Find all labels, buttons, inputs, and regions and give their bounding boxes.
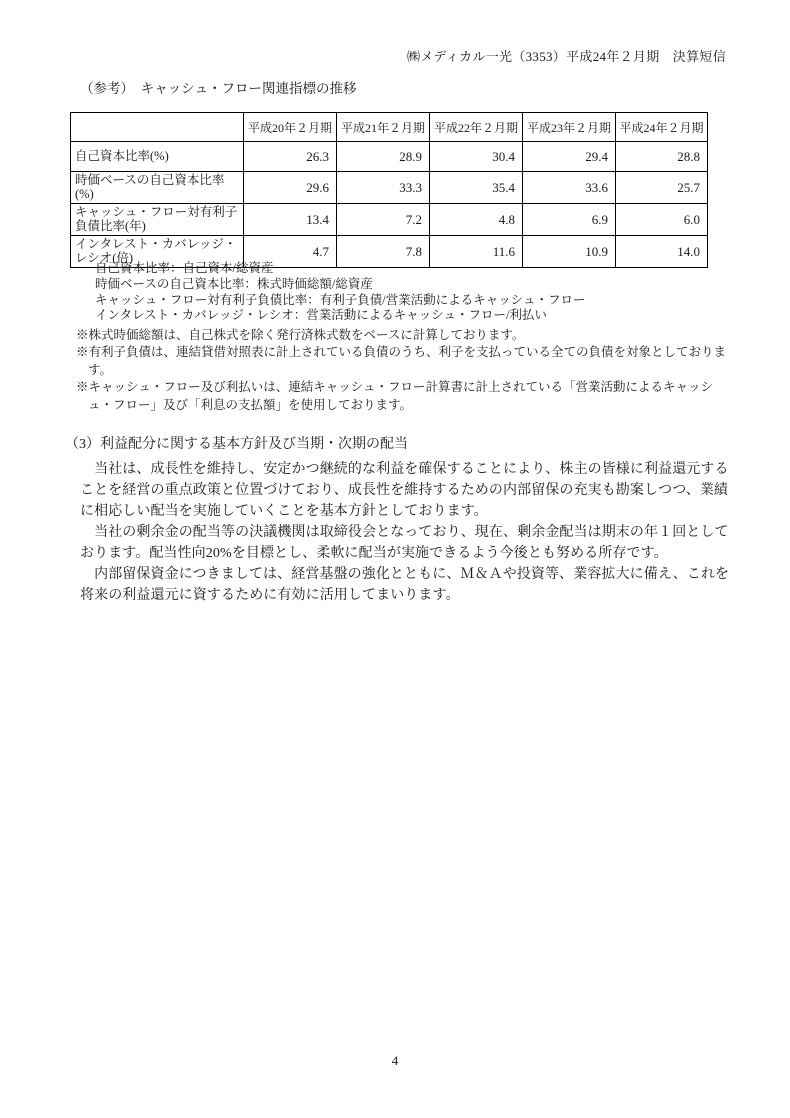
cell-value: 7.8: [337, 236, 430, 268]
paragraph-line: 内部留保資金につきましては、経営基盤の強化とともに、Ｍ＆Ａや投資等、業容拡大に備え、これを: [80, 567, 730, 582]
definition-line: 自己資本比率：自己資本/総資産: [95, 261, 274, 275]
cell-value: 29.4: [523, 142, 616, 172]
row-label: キャッシュ・フロー対有利子負債比率(年): [71, 204, 244, 236]
cell-value: 33.3: [337, 172, 430, 204]
footnote-line: ※有利子負債は、連結貸借対照表に計上されている負債のうち、利子を支払っている全ての負債を対象としておりま: [76, 345, 727, 360]
cell-value: 28.8: [616, 142, 708, 172]
column-header-fy2008: 平成20年２月期: [244, 113, 337, 142]
table-row-cf-to-debt-ratio: [71, 204, 708, 236]
row-label: 自己資本比率(%): [71, 142, 244, 172]
paragraph-line: 当社の剰余金の配当等の決議機関は取締役会となっており、現在、剰余金配当は期末の年１回として: [80, 525, 729, 540]
column-header-fy2012: 平成24年２月期: [616, 113, 708, 142]
table-header-row: [71, 113, 708, 142]
dividend-policy-section: [65, 434, 737, 606]
cell-value: 30.4: [430, 142, 523, 172]
paragraph-line: おります。配当性向20%を目標とし、柔軟に配当が実施できるよう今後とも努める所存です。: [80, 546, 668, 561]
table-row-market-equity-ratio: [71, 172, 708, 204]
definition-line: キャッシュ・フロー対有利子負債比率：有利子負債/営業活動によるキャッシュ・フロー: [95, 292, 586, 307]
cell-value: 26.3: [244, 142, 337, 172]
cell-value: 4.7: [244, 236, 337, 268]
cell-value: 13.4: [244, 204, 337, 236]
footnote-line: ※株式時価総額は、自己株式を除く発行済株式数をベースに計算しております。: [76, 328, 525, 342]
cell-value: 25.7: [616, 172, 708, 204]
cell-value: 6.9: [523, 204, 616, 236]
column-header-fy2010: 平成22年２月期: [430, 113, 523, 142]
cell-value: 10.9: [523, 236, 616, 268]
cell-value: 6.0: [616, 204, 708, 236]
dividend-section-heading: （3）利益配分に関する基本方針及び当期・次期の配当: [65, 437, 408, 452]
table-row-equity-ratio: [71, 142, 708, 172]
indicator-definitions: [95, 261, 585, 324]
paragraph-line: 将来の利益還元に資するために有効に活用してまいります。: [80, 588, 460, 603]
page-number: 4: [391, 1053, 399, 1068]
cell-value: 33.6: [523, 172, 616, 204]
cashflow-indicators-table: [70, 112, 708, 268]
cell-value: 28.9: [337, 142, 430, 172]
footnotes: [76, 327, 726, 414]
cell-value: 29.6: [244, 172, 337, 204]
reference-section-title: （参考） キャッシュ・フロー関連指標の推移: [80, 81, 357, 96]
row-label: 時価ベースの自己資本比率(%): [71, 172, 244, 204]
row-label: インタレスト・カバレッジ・レシオ(倍): [71, 236, 244, 268]
definition-line: 時価ベースの自己資本比率：株式時価総額/総資産: [95, 276, 373, 291]
paragraph-line: 当社は、成長性を維持し、安定かつ継続的な利益を確保することにより、株主の皆様に利益還元する: [80, 462, 729, 477]
column-header-fy2011: 平成23年２月期: [523, 113, 616, 142]
table-corner-cell: [71, 113, 244, 142]
footnote-line: ※キャッシュ・フロー及び利払いは、連結キャッシュ・フロー計算書に計上されている「営業活動によるキャッシ: [76, 380, 714, 395]
document-header: ㈱メディカル一光（3353）平成24年２月期 決算短信: [406, 49, 726, 64]
paragraph-line: に相応しい配当を実施していくことを基本方針としております。: [80, 504, 488, 519]
definition-line: インタレスト・カバレッジ・レシオ：営業活動によるキャッシュ・フロー/利払い: [95, 308, 547, 323]
footnote-line-continuation: ュ・フロー」及び「利息の支払額」を使用しております。: [88, 397, 413, 412]
cell-value: 35.4: [430, 172, 523, 204]
footnote-line-continuation: す。: [88, 362, 113, 377]
paragraph-line: ことを経営の重点政策と位置づけており、成長性を維持するための内部留保の充実も勘案しつつ、業績: [80, 483, 729, 498]
column-header-fy2009: 平成21年２月期: [337, 113, 430, 142]
cell-value: 7.2: [337, 204, 430, 236]
cell-value: 4.8: [430, 204, 523, 236]
cell-value: 11.6: [430, 236, 523, 268]
cell-value: 14.0: [616, 236, 708, 268]
